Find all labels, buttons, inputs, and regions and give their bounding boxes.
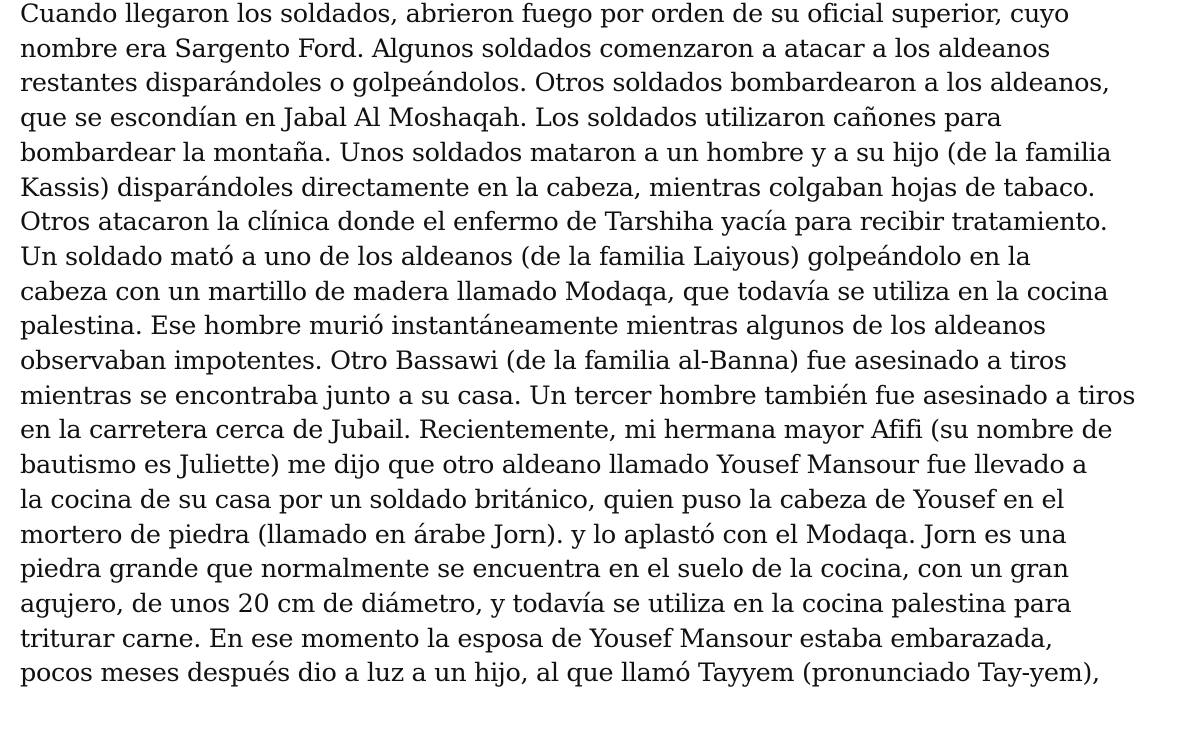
text-line-17: piedra grande que normalmente se encuentra en el suelo de la cocina, con un gran — [20, 554, 1069, 585]
text-line-7: Otros atacaron la clínica donde el enfermo de Tarshiha yacía para recibir tratamiento. — [20, 207, 1108, 238]
text-line-2: nombre era Sargento Ford. Algunos soldados comenzaron a atacar a los aldeanos — [20, 33, 1050, 64]
text-line-5: bombardear la montaña. Unos soldados mataron a un hombre y a su hijo (de la familia — [20, 137, 1112, 168]
text-line-18: agujero, de unos 20 cm de diámetro, y todavía se utiliza en la cocina palestina para — [20, 588, 1072, 619]
text-line-8: Un soldado mató a uno de los aldeanos (de la familia Laiyous) golpeándolo en la — [20, 241, 1031, 272]
text-line-3: restantes disparándoles o golpeándolos. Otros soldados bombardearon a los aldeanos, — [20, 68, 1110, 99]
text-line-12: mientras se encontraba junto a su casa. Un tercer hombre también fue asesinado a tiros — [20, 380, 1136, 411]
text-line-1: Cuando llegaron los soldados, abrieron fuego por orden de su oficial superior, cuyo — [20, 0, 1069, 29]
text-line-19: triturar carne. En ese momento la esposa de Yousef Mansour estaba embarazada, — [20, 623, 1053, 654]
text-line-13: en la carretera cerca de Jubail. Recientemente, mi hermana mayor Afifi (su nombre de — [20, 415, 1113, 446]
text-line-10: palestina. Ese hombre murió instantáneamente mientras algunos de los aldeanos — [20, 311, 1046, 342]
text-line-15: la cocina de su casa por un soldado británico, quien puso la cabeza de Yousef en el — [20, 484, 1065, 515]
text-line-16: mortero de piedra (llamado en árabe Jorn). y lo aplastó con el Modaqa. Jorn es una — [20, 519, 1067, 550]
body-paragraph — [20, 0, 1195, 691]
text-line-20: pocos meses después dio a luz a un hijo, al que llamó Tayyem (pronunciado Tay-yem), — [20, 658, 1100, 689]
text-line-4: que se escondían en Jabal Al Moshaqah. Los soldados utilizaron cañones para — [20, 103, 1002, 134]
text-line-9: cabeza con un martillo de madera llamado Modaqa, que todavía se utiliza en la cocina — [20, 276, 1109, 307]
text-line-6: Kassis) disparándoles directamente en la cabeza, mientras colgaban hojas de tabaco. — [20, 172, 1096, 203]
text-line-14: bautismo es Juliette) me dijo que otro aldeano llamado Yousef Mansour fue llevado a — [20, 450, 1088, 481]
text-line-11: observaban impotentes. Otro Bassawi (de la familia al-Banna) fue asesinado a tiros — [20, 346, 1067, 377]
